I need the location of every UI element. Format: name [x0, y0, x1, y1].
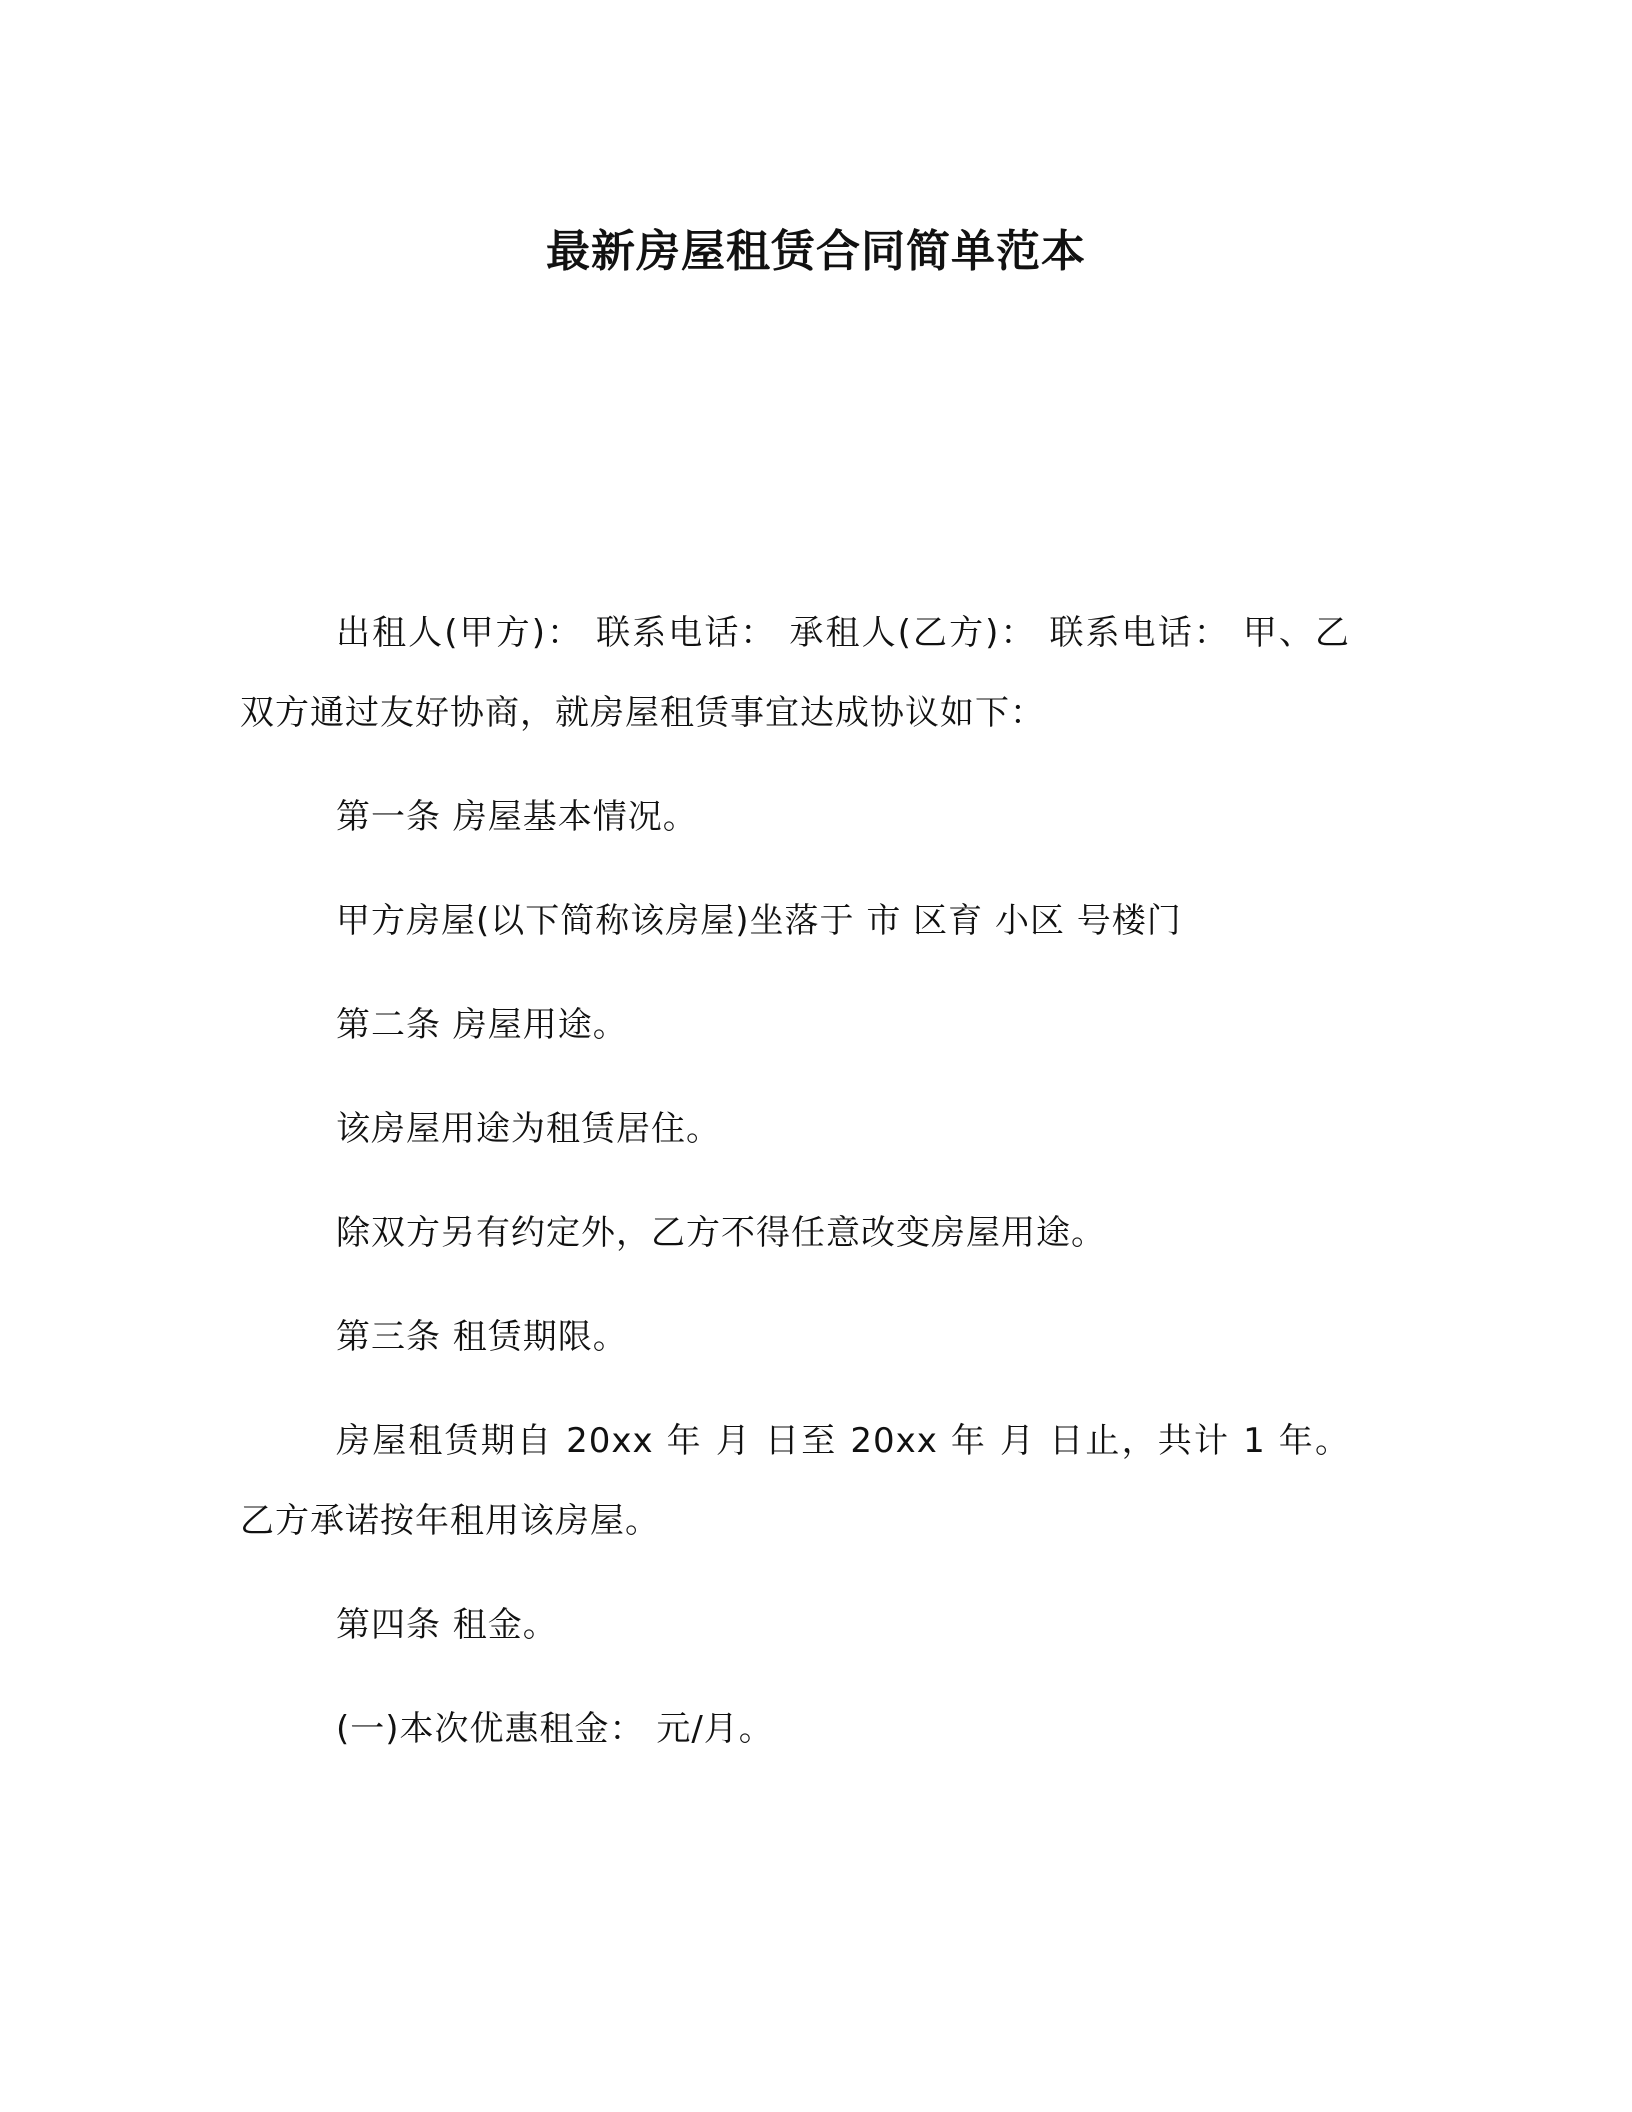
document-body	[240, 593, 1350, 1769]
paragraph-property-location: 甲方房屋(以下简称该房屋)坐落于 市 区育 小区 号楼门	[336, 901, 1182, 941]
paragraph-lease-term: 房屋租赁期自 20xx 年 月 日至 20xx 年 月 日止，共计 1 年。乙方承诺按年租用该房屋。	[240, 1421, 1350, 1541]
paragraph-rent-amount: (一)本次优惠租金： 元/月。	[336, 1709, 774, 1749]
paragraph-parties: 出租人(甲方)： 联系电话： 承租人(乙方)： 联系电话： 甲、乙双方通过友好协商，就房屋租赁事宜达成协议如下：	[240, 613, 1350, 733]
paragraph-property-use: 该房屋用途为租赁居住。	[336, 1109, 721, 1149]
paragraph-article-2-heading: 第二条 房屋用途。	[336, 1005, 628, 1045]
paragraph-article-3-heading: 第三条 租赁期限。	[336, 1317, 628, 1357]
paragraph-use-restriction: 除双方另有约定外，乙方不得任意改变房屋用途。	[336, 1213, 1106, 1253]
paragraph-article-1-heading: 第一条 房屋基本情况。	[336, 797, 698, 837]
document-title: 最新房屋租赁合同简单范本	[546, 226, 1086, 277]
paragraph-article-4-heading: 第四条 租金。	[336, 1605, 558, 1645]
